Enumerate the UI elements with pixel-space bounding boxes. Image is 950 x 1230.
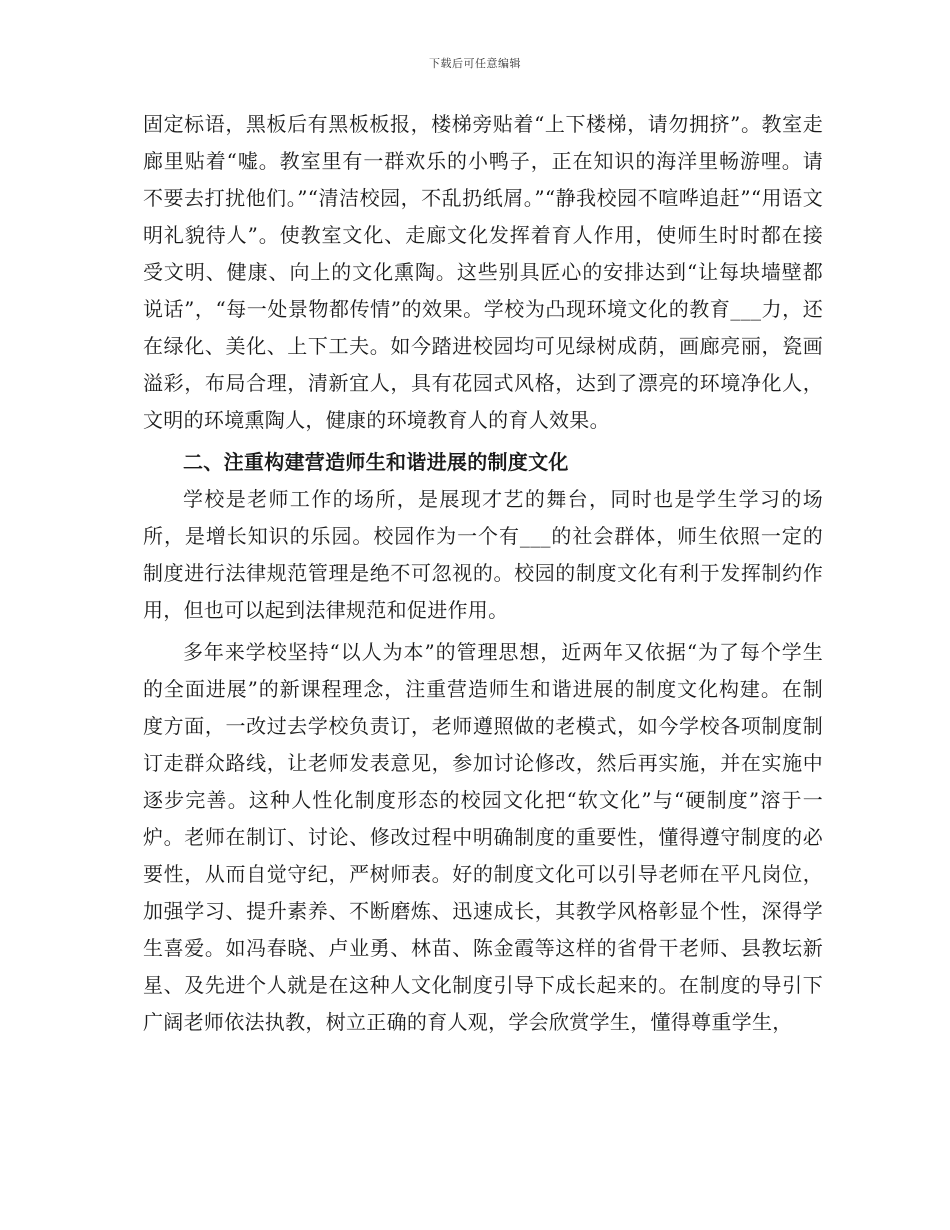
page-header-note: 下载后可任意编辑 xyxy=(429,57,521,70)
paragraph-school-place: 学校是老师工作的场所，是展现才艺的舞台，同时也是学生学习的场所，是增长知识的乐园。校园作为一个有___的社会群体，师生依照一定的制度进行法律规范管理是绝不可忽视的。校园的制度文化有利于发挥制约作用，但也可以起到法律规范和促进作用。 xyxy=(143,487,823,622)
paragraph-management-thought: 多年来学校坚持“以人为本”的管理思想，近两年又依据“为了每个学生的全面进展”的新课程理念，注重营造师生和谐进展的制度文化构建。在制度方面，一改过去学校负责订，老师遵照做的老模式，如今学校各项制度制订走群众路线，让老师发表意见，参加讨论修改，然后再实施，并在实施中逐步完善。这种人性化制度形态的校园文化把“软文化”与“硬制度”溶于一炉。老师在制订、讨论、修改过程中明确制度的重要性，懂得遵守制度的必要性，从而自觉守纪，严树师表。好的制度文化可以引导老师在平凡岗位，加强学习、提升素养、不断磨炼、迅速成长，其教学风格彰显个性，深得学生喜爱。如冯春晓、卢业勇、林苗、陈金霞等这样的省骨干老师、县教坛新星、及先进个人就是在这种人文化制度引导下成长起来的。在制度的导引下广阔老师依法执教，树立正确的育人观，学会欣赏学生，懂得尊重学生， xyxy=(143,640,823,1034)
section-heading-system-culture: 二、注重构建营造师生和谐进展的制度文化 xyxy=(183,450,569,474)
paragraph-environment-culture: 固定标语，黑板后有黑板板报，楼梯旁贴着“上下楼梯，请勿拥挤”。教室走廊里贴着“嘘。教室里有一群欢乐的小鸭子，正在知识的海洋里畅游哩。请不要去打扰他们。”“清洁校园，不乱扔纸屑。”“静我校园不喧哗追赶”“用语文明礼貌待人”。使教室文化、走廊文化发挥着育人作用，使师生时时都在接受文明、健康、向上的文化熏陶。这些别具匠心的安排达到“让每块墙壁都说话”，“每一处景物都传情”的效果。学校为凸现环境文化的教育___力，还在绿化、美化、上下工夫。如今踏进校园均可见绿树成荫，画廊亮丽，瓷画溢彩，布局合理，清新宜人，具有花园式风格，达到了漂亮的环境净化人，文明的环境熏陶人，健康的环境教育人的育人效果。 xyxy=(143,112,823,432)
document-body xyxy=(143,106,823,1041)
